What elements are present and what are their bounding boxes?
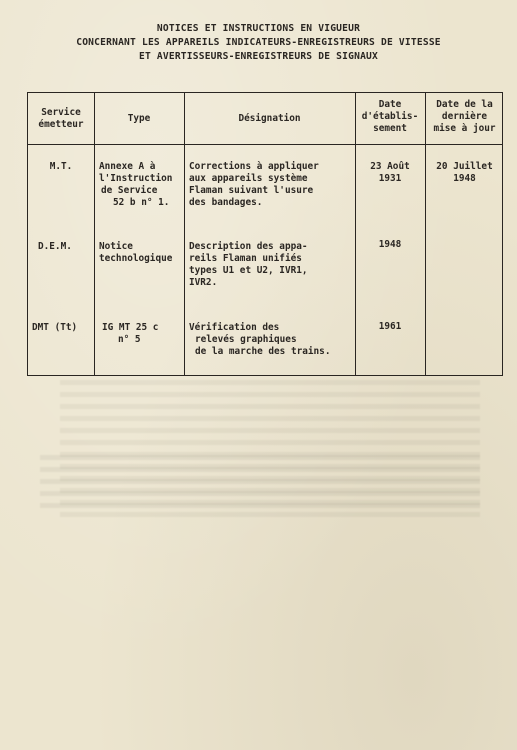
row-3-designation: Vérification des relevés graphiques de la marche des trains. [189,322,331,357]
row-3-type: IG MT 25 c n° 5 [102,322,159,345]
header-date-mise-a-jour: Date de la dernière mise à jour [433,99,496,134]
document-title-line-3: ET AVERTISSEURS-ENREGISTREURS DE SIGNAUX [138,51,379,62]
table-divider [28,144,502,145]
row-2-date-etablissement: 1948 [378,239,402,250]
row-1-date-etablissement: 23 Août 1931 [370,161,410,184]
row-1-service: M.T. [49,161,73,172]
row-2-type: Notice technologique [99,241,173,264]
row-1-designation: Corrections à appliquer aux appareils système Flaman suivant l'usure des bandages. [189,161,319,208]
table-divider [94,93,95,375]
table-divider [184,93,185,375]
document-title-line-1: NOTICES ET INSTRUCTIONS EN VIGUEUR [156,23,361,34]
row-1-type: Annexe A à l'Instruction de Service 52 b n° 1. [99,161,173,208]
header-designation: Désignation [238,113,301,124]
row-1-date-mise-a-jour: 20 Juillet 1948 [436,161,493,184]
row-2-designation: Description des appa- reils Flaman unifiés types U1 et U2, IVR1, IVR2. [189,241,308,288]
row-3-date-etablissement: 1961 [378,321,402,332]
instructions-table [27,92,503,376]
table-divider [425,93,426,375]
row-2-service: D.E.M. [38,241,72,252]
header-service: Service émetteur [38,107,84,130]
header-type: Type [127,113,151,124]
row-3-service: DMT (Tt) [32,322,78,333]
document-title-line-2: CONCERNANT LES APPAREILS INDICATEURS-ENREGISTREURS DE VITESSE [76,37,441,48]
header-date-etablissement: Date d'établis- sement [361,99,419,134]
show-through-texture [40,455,480,515]
